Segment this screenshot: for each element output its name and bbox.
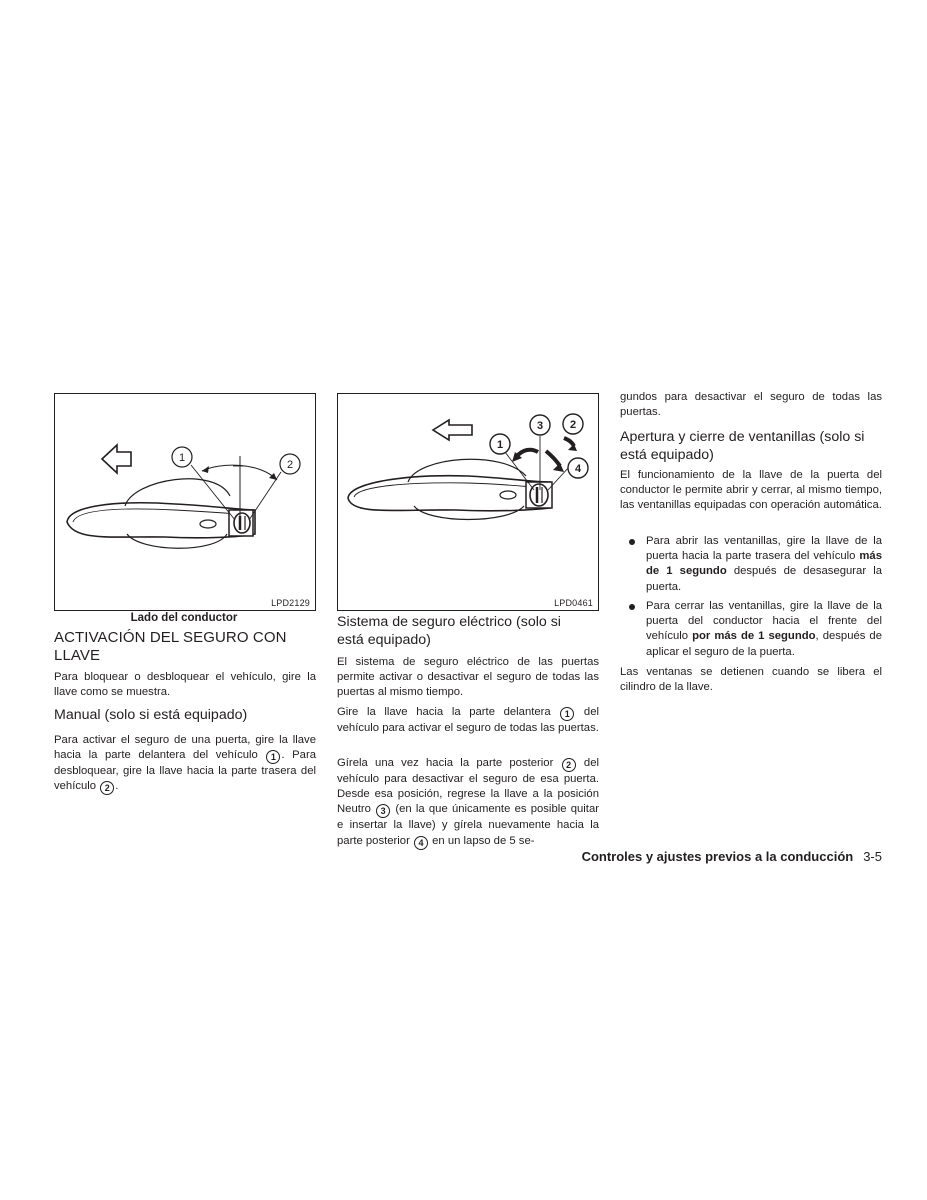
footer-title: Controles y ajustes previos a la conducción: [581, 849, 854, 864]
callout-2-inline: 2: [562, 758, 576, 772]
windows-paragraph-2: Las ventanas se detienen cuando se libera el cilindro de la llave.: [620, 666, 882, 694]
callout-2: 2: [286, 459, 294, 471]
callout-4-inline: 4: [414, 836, 428, 850]
callout-1: 1: [496, 439, 504, 451]
figure-caption: Lado del conductor: [130, 612, 238, 624]
callout-3-inline: 3: [376, 804, 390, 818]
power-lock-paragraph-1: El sistema de seguro eléctrico de las puertas permite activar o desactivar el seguro de todas las puertas al mismo tiempo.: [337, 656, 599, 699]
figure-power-lock-handle: [337, 393, 599, 611]
windows-paragraph-1: El funcionamiento de la llave de la puerta del conductor le permite abrir y cerrar, al mismo tiempo, las ventanillas equipadas con operación automática.: [620, 469, 882, 512]
callout-1-inline: 1: [560, 707, 574, 721]
callout-4: 4: [574, 463, 582, 475]
bullet-dot: [629, 539, 635, 545]
manual-paragraph: Para activar el seguro de una puerta, gire la llave hacia la parte delantera del vehículo 1 . Para desbloquear, gire la llave hacia la parte trasera del vehículo 2 .: [54, 734, 317, 794]
page-number: 3-5: [863, 849, 882, 864]
door-handle-illustration-power: [338, 394, 598, 610]
manual-heading: Manual (solo si está equipado): [54, 707, 248, 723]
figure-code: LPD2129: [271, 598, 310, 608]
continued-paragraph: gundos para desactivar el seguro de todas las puertas.: [620, 391, 882, 419]
callout-1: 1: [178, 452, 186, 464]
intro-paragraph: Para bloquear o desbloquear el vehículo, gire la llave como se muestra.: [54, 671, 316, 699]
callout-1-inline: 1: [266, 750, 280, 764]
callout-2-inline: 2: [100, 781, 114, 795]
power-lock-heading: Sistema de seguro eléctrico (solo si está equipado): [337, 614, 561, 648]
figure-driver-side-handle: [54, 393, 316, 611]
door-handle-illustration: [55, 394, 315, 610]
bullet-close-windows: Para cerrar las ventanillas, gire la llave de la puerta del conductor hacia el frente del vehículo por más de 1 segundo, después de aplicar el seguro de la puerta.: [646, 599, 882, 660]
windows-heading: Apertura y cierre de ventanillas (solo si está equipado): [620, 429, 865, 463]
section-title: ACTIVACIÓN DEL SEGURO CON LLAVE: [54, 629, 287, 664]
callout-2: 2: [569, 419, 577, 431]
callout-3: 3: [536, 420, 544, 432]
page-footer: [582, 849, 882, 864]
power-lock-paragraph-2: Gire la llave hacia la parte delantera 1 del vehículo para activar el seguro de todas las puertas.: [337, 706, 599, 734]
bullet-open-windows: Para abrir las ventanillas, gire la llave de la puerta hacia la parte trasera del vehículo más de 1 segundo después de desasegurar la puerta.: [646, 534, 882, 595]
power-lock-paragraph-3: Gírela una vez hacia la parte posterior 2 del vehículo para desactivar el seguro de esa puerta. Desde esa posición, regrese la llave a la posición Neutro 3 (en la que únicamente es posible quitar e insertar la llave) y gírela nuevamente hacia la parte posterior 4 en un lapso de 5 se-: [337, 757, 599, 848]
figure-code: LPD0461: [554, 598, 593, 608]
bullet-dot: [629, 604, 635, 610]
